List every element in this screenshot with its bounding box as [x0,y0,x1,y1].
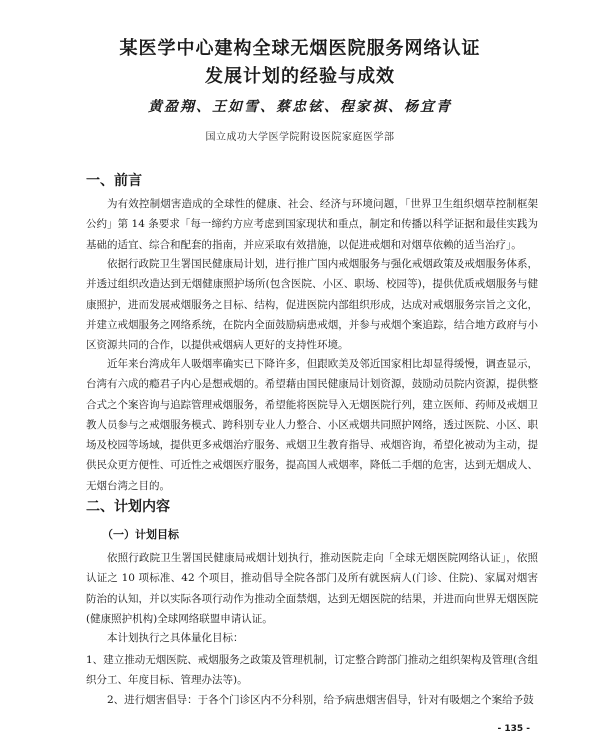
page-number: - 135 - [497,724,530,734]
plan-list-item-2: 2、进行烟害倡导：于各个门诊区内不分科别，给予病患烟害倡导，针对有吸烟之个案给予鼓 [107,694,534,706]
paper-title-line2: 发展计划的经验与成效 [205,66,395,87]
plan-list-item-1: 1、建立推动无烟医院、戒烟服务之政策及管理机制，订定整合跨部门推动之组织架构及管理(含组织分工、年度目标、管理办法等)。 [86,654,538,687]
intro-paragraph-2: 依据行政院卫生署国民健康局计划，进行推广国内戒烟服务与强化戒烟政策及戒烟服务体系，并透过组织改造达到无烟健康照护场所(包含医院、小区、职场、校园等)，提供优质戒烟服务与健康照护，进而发展戒烟服务之目标、结构，促进医院内部组织形成，达成对戒烟服务宗旨之文化，并建立戒烟服务之网络系统，在院内全面鼓励病患戒烟，并参与戒烟个案追踪，结合地方政府与小区资源共同的合作，以提供戒烟病人更好的支持性环境。 [86,258,538,352]
paper-title-line1: 某医学中心建构全球无烟医院服务网络认证 [119,38,481,59]
affiliation: 国立成功大学医学院附设医院家庭医学部 [205,132,395,143]
author-list: 黄盈翔、王如雪、蔡忠铉、程家祺、杨宜青 [148,99,452,115]
plan-paragraph-2: 本计划执行之具体量化目标： [107,632,244,644]
intro-paragraph-1: 为有效控制烟害造成的全球性的健康、社会、经济与环境问题，「世界卫生组织烟草控制框架公约」第 14 条要求「每一缔约方应考虑到国家现状和重点，制定和传播以科学证据和最佳实践为基础的适宜、综合和配套的指南，并应采取有效措施，以促进戒烟和对烟草依赖的适当治疗」。 [86,198,538,251]
section-heading-plan: 二、计划内容 [86,499,170,515]
intro-paragraph-3: 近年来台湾成年人吸烟率确实已下降许多，但跟欧美及邻近国家相比却显得缓慢，调查显示，台湾有六成的瘾君子内心是想戒烟的。希望藉由国民健康局计划资源，鼓励动员院内资源，提供整合式之个案咨询与追踪管理戒烟服务，希望能将医院导入无烟医院行列，建立医师、药师及戒烟卫教人员参与之戒烟服务模式、跨科别专业人力整合、小区戒烟共同照护网络，透过医院、小区、职场及校园等场域，提供更多戒烟治疗服务、戒烟卫生教育指导、戒烟咨询，希望化被动为主动，提供民众更方便性、可近性之戒烟医疗服务，提高国人戒烟率，降低二手烟的危害，达到无烟成人、无烟台湾之目的。 [86,358,538,492]
plan-paragraph-1: 依照行政院卫生署国民健康局戒烟计划执行，推动医院走向「全球无烟医院网络认证」，依照认证之 10 项标准、42 个项目，推动倡导全院各部门及所有就医病人(门诊、住院)、家属对烟害防治的认知，并以实际各项行动作为推动全面禁烟，达到无烟医院的结果，并进而向世界无烟医院(健康照护机构)全球网络联盟申请认证。 [86,552,538,625]
subsection-heading-goals: （一）计划目标 [102,528,179,541]
section-heading-intro: 一、前言 [86,173,142,189]
